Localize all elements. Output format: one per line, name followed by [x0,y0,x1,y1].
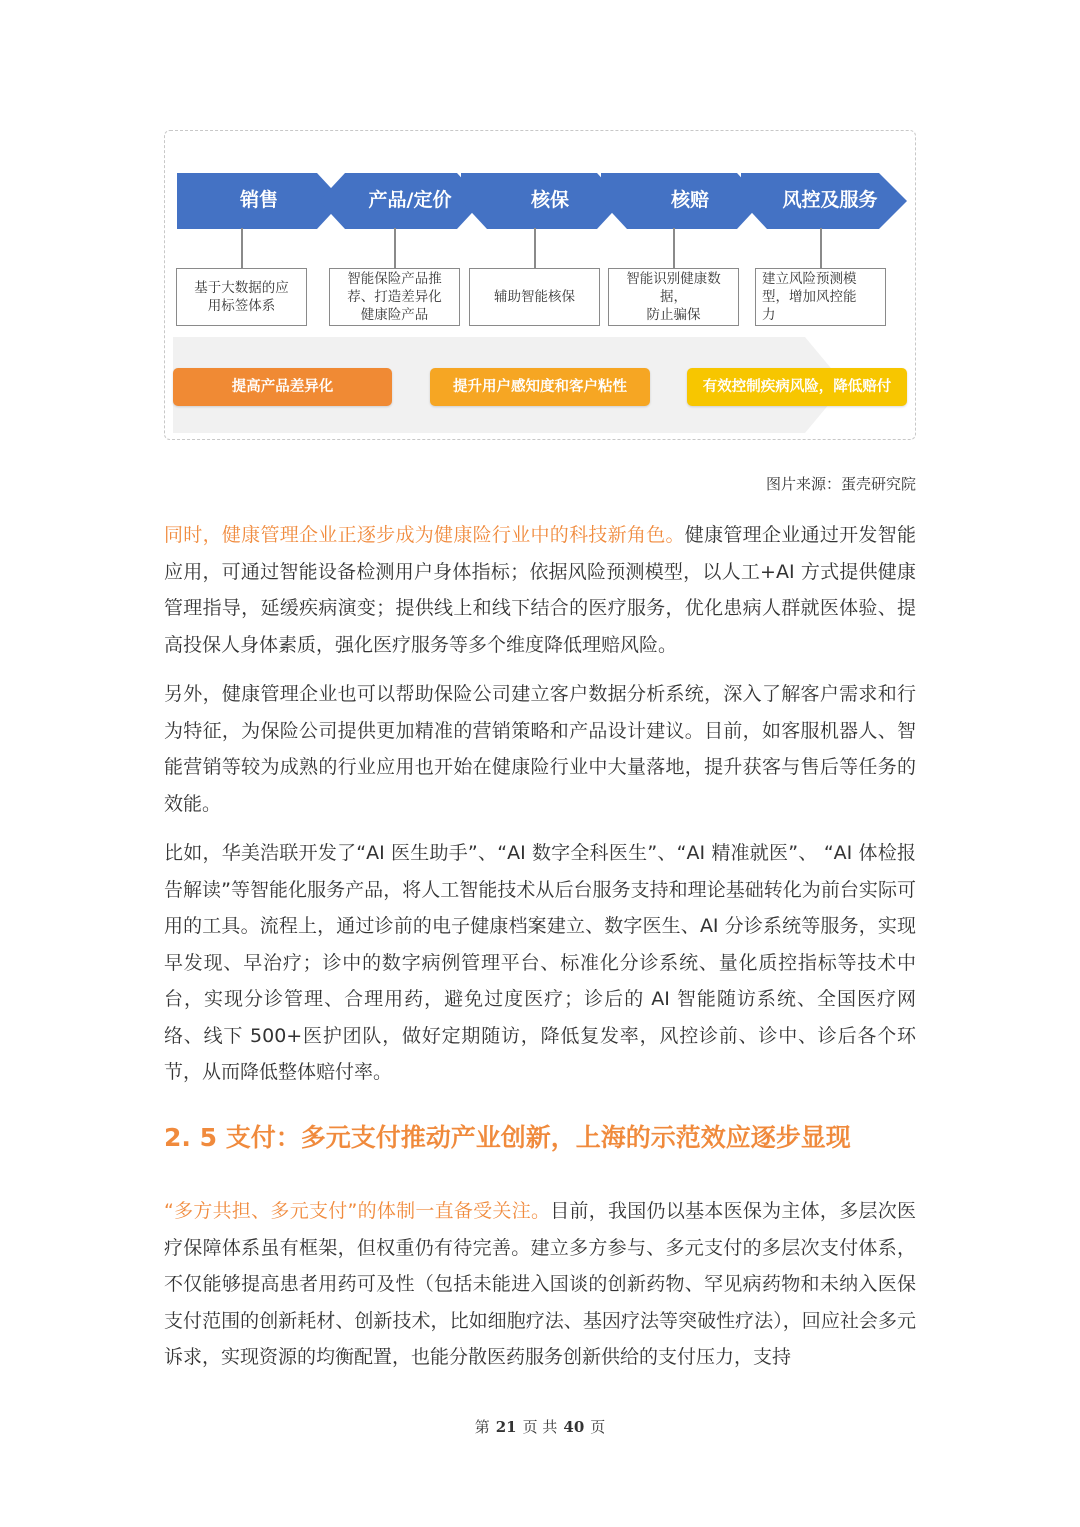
connector-4 [673,228,675,268]
stage-desc-risk-service: 建立风险预测模 型，增加风控能 力 [755,268,886,326]
stage-label-underwriting: 核保 [530,189,569,211]
figure-caption: 图片来源：蛋壳研究院 [765,475,916,493]
stage-desc-pricing: 智能保险产品推 荐、打造差异化 健康险产品 [329,268,460,326]
stage-desc-sales: 基于大数据的应 用标签体系 [176,268,307,326]
paragraph-4-body: 目前，我国仍以基本医保为主体，多层次医疗保障体系虽有框架，但权重仍有待完善。建立多方参与、多元支付的多层次支付体系，不仅能够提高患者用药可及性（包括未能进入国谈的创新药物、罕见病药物和未纳入医保支付范围的创新耗材、创新技术，比如细胞疗法、基因疗法等突破性疗法），回应社会多元诉求，实现资源的均衡配置，也能分散医药服务创新供给的支付压力，支持 [164,1200,916,1368]
outcome-pill-3: 有效控制疾病风险，降低赔付 [687,368,907,406]
stage-desc-claims: 智能识别健康数 据， 防止骗保 [608,268,739,326]
paragraph-4 [164,1193,916,1376]
page-footer [0,1416,1080,1437]
paragraph-3: 比如，华美浩联开发了“AI 医生助手”、“AI 数字全科医生”、“AI 精准就医”、 “AI 体检报告解读”等智能化服务产品，将人工智能技术从后台服务支持和理论基础转化为前台实际可用的工具。流程上，通过诊前的电子健康档案建立、数字医生、AI 分诊系统等服务，实现早发现、早治疗；诊中的数字病例管理平台、标准化分诊系统、量化质控指标等技术中台，实现分诊管理、合理用药，避免过度医疗；诊后的 AI 智能随访系统、全国医疗网络、线下 500+医护团队，做好定期随访，降低复发率，风控诊前、诊中、诊后各个环节，从而降低整体赔付率。 [164,842,916,1083]
connector-1 [241,228,243,268]
footer-middle: 页 共 [522,1418,558,1436]
connector-5 [820,228,822,268]
paragraph-2: 另外，健康管理企业也可以帮助保险公司建立客户数据分析系统，深入了解客户需求和行为特征，为保险公司提供更加精准的营销策略和产品设计建议。目前，如客服机器人、智能营销等较为成熟的行业应用也开始在健康险行业中大量落地，提升获客与售后等任务的效能。 [164,683,916,815]
section-heading: 2. 5 支付：多元支付推动产业创新，上海的示范效应逐步显现 [164,1123,851,1152]
paragraph-1 [164,517,916,663]
stage-label-pricing: 产品/定价 [368,189,452,211]
stage-label-claims: 核赔 [670,189,709,211]
outcome-pill-2: 提升用户感知度和客户粘性 [430,368,650,406]
outcome-pill-1: 提高产品差异化 [173,368,392,406]
paragraph-1-highlight: 同时，健康管理企业正逐步成为健康险行业中的科技新角色。 [164,524,685,546]
stage-desc-underwriting: 辅助智能核保 [469,268,600,326]
connector-2 [394,228,396,268]
current-page: 21 [495,1418,517,1436]
connector-3 [534,228,536,268]
footer-prefix: 第 [474,1418,490,1436]
paragraph-1-body: 健康管理企业通过开发智能应用，可通过智能设备检测用户身体指标；依据风险预测模型，以人工+AI 方式提供健康管理指导，延缓疾病演变；提供线上和线下结合的医疗服务，优化患病人群就医体验、提高投保人身体素质，强化医疗服务等多个维度降低理赔风险。 [164,524,916,656]
footer-suffix: 页 [590,1418,606,1436]
total-pages: 40 [563,1418,585,1436]
paragraph-4-highlight: “多方共担、多元支付”的体制一直备受关注。 [164,1200,551,1222]
stage-label-sales: 销售 [239,189,278,211]
stage-label-risk-service: 风控及服务 [782,189,878,211]
